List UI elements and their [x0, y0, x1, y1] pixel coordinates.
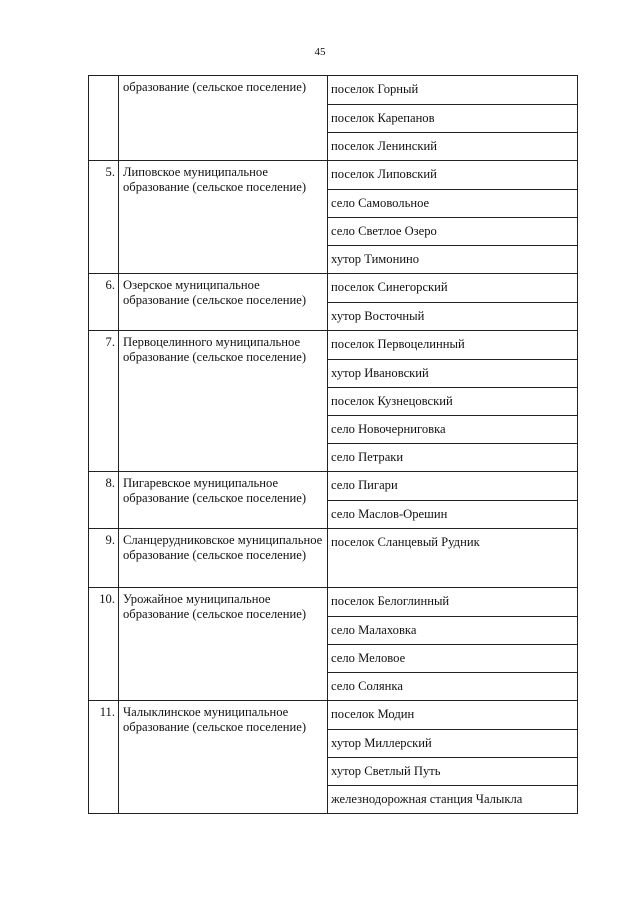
table-row [89, 472, 578, 529]
municipality-name: образование (сельское поселение) [119, 76, 328, 161]
municipality-name: Пигаревское муниципальное образование (сельское поселение) [119, 472, 328, 529]
settlement-item: поселок Белоглинный [331, 594, 450, 608]
row-number: 9. [89, 529, 119, 588]
settlement-item: село Светлое Озеро [328, 217, 577, 245]
settlement-item: железнодорожная станция Чалыкла [328, 785, 577, 813]
settlement-item: поселок Карепанов [328, 104, 577, 132]
table-row [89, 701, 578, 814]
settlement-item: село Новочерниговка [328, 415, 577, 443]
settlement-item: село Меловое [328, 644, 577, 672]
table-row [89, 529, 578, 588]
table-row [89, 588, 578, 701]
settlement-item: поселок Модин [331, 707, 415, 721]
table-row [89, 274, 578, 331]
page-number: 45 [314, 46, 326, 58]
row-number: 10. [89, 588, 119, 701]
settlements-cell [328, 76, 578, 161]
settlement-item: поселок Кузнецовский [328, 387, 577, 415]
row-number: 6. [89, 274, 119, 331]
settlement-item: поселок Горный [331, 82, 419, 96]
settlement-item: поселок Ленинский [328, 132, 577, 160]
municipality-name: Урожайное муниципальное образование (сельское поселение) [119, 588, 328, 701]
settlement-item: село Маслов-Орешин [328, 500, 577, 528]
municipality-name: Первоцелинного муниципальное образование (сельское поселение) [119, 331, 328, 472]
settlement-item: поселок Липовский [331, 167, 437, 181]
settlements-table [88, 75, 578, 814]
table-row [89, 161, 578, 274]
municipality-name: Липовское муниципальное образование (сельское поселение) [119, 161, 328, 274]
table-row [89, 331, 578, 472]
municipality-name: Сланцерудниковское муниципальное образование (сельское поселение) [119, 529, 328, 588]
settlements-cell [328, 701, 578, 814]
row-number [89, 76, 119, 161]
settlement-item: хутор Тимонино [328, 245, 577, 273]
settlement-item: село Самовольное [328, 189, 577, 217]
settlement-item: село Малаховка [328, 616, 577, 644]
settlements-cell [328, 529, 578, 588]
settlement-item: село Солянка [328, 672, 577, 700]
settlement-item: хутор Ивановский [328, 359, 577, 387]
settlements-cell [328, 274, 578, 331]
settlement-item: поселок Сланцевый Рудник [331, 535, 480, 549]
settlements-cell [328, 472, 578, 529]
row-number: 8. [89, 472, 119, 529]
settlements-cell [328, 161, 578, 274]
settlement-item: село Пигари [331, 478, 398, 492]
settlement-item: село Петраки [328, 443, 577, 471]
municipality-name: Озерское муниципальное образование (сельское поселение) [119, 274, 328, 331]
settlement-item: хутор Светлый Путь [328, 757, 577, 785]
settlement-item: поселок Синегорский [331, 280, 448, 294]
row-number: 7. [89, 331, 119, 472]
settlements-cell [328, 588, 578, 701]
settlement-item: хутор Миллерский [328, 729, 577, 757]
municipality-name: Чалыклинское муниципальное образование (сельское поселение) [119, 701, 328, 814]
settlements-cell [328, 331, 578, 472]
row-number: 11. [89, 701, 119, 814]
row-number: 5. [89, 161, 119, 274]
settlement-item: поселок Первоцелинный [331, 337, 465, 351]
table-row [89, 76, 578, 161]
settlement-item: хутор Восточный [328, 302, 577, 330]
